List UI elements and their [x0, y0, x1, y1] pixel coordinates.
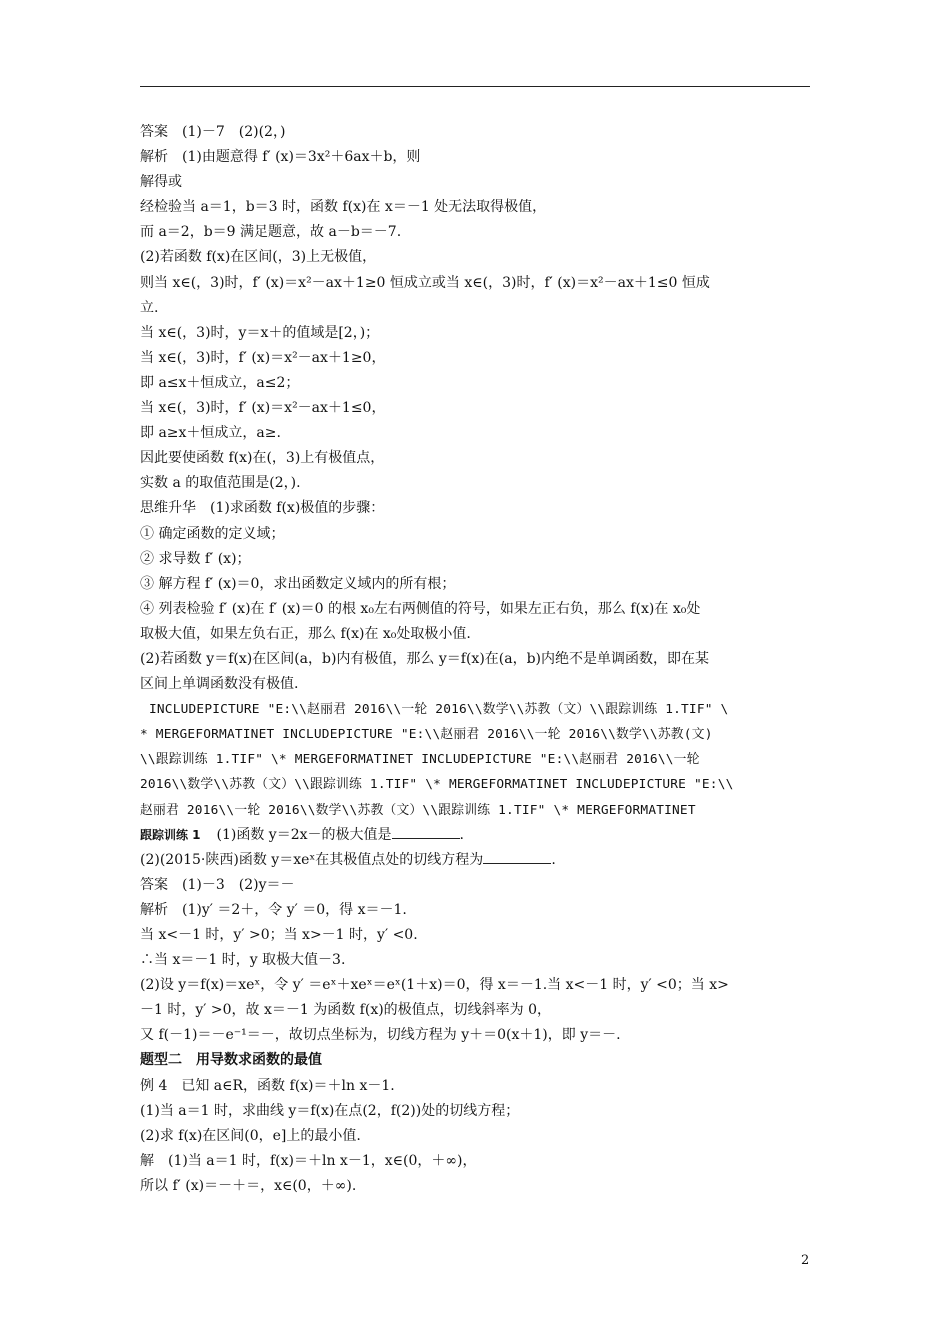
text-line: 解析 (1)y′ ＝2＋，令 y′ ＝0，得 x＝－1.: [140, 901, 407, 918]
text-line: 解 (1)当 a＝1 时，f(x)＝＋ln x－1，x∈(0，＋∞)，: [140, 1152, 477, 1169]
text-line: 经检验当 a＝1，b＝3 时，函数 f(x)在 x＝－1 处无法取得极值，: [140, 199, 547, 216]
answer-blank: [483, 849, 551, 864]
page-number: 2: [801, 1253, 810, 1268]
header-rule: [140, 86, 810, 87]
text-line: 当 x∈(，3)时，f′ (x)＝x²－ax＋1≤0，: [140, 400, 386, 417]
exercise-line: [140, 823, 812, 848]
exercise-end: .: [459, 826, 464, 843]
text-line: (2)若函数 y＝f(x)在区间(a，b)内有极值，那么 y＝f(x)在(a，b)内绝不是单调函数，即在某: [140, 650, 710, 667]
text-line: ② 求导数 f′ (x)；: [140, 550, 251, 567]
text-line: 答案 (1)－3 (2)y＝－: [140, 876, 295, 893]
text-line: 则当 x∈(，3)时，f′ (x)＝x²－ax＋1≥0 恒成立或当 x∈(，3)时，f′ (x)＝x²－ax＋1≤0 恒成: [140, 274, 710, 291]
text-line: ③ 解方程 f′ (x)＝0，求出函数定义域内的所有根；: [140, 575, 456, 592]
section-heading: 题型二 用导数求函数的最值: [140, 1052, 322, 1069]
exercise-text: (1)函数 y＝2x－的极大值是: [216, 826, 392, 843]
field-code-line: * MERGEFORMATINET INCLUDEPICTURE "E:\\赵丽君 2016\\一轮 2016\\数学\\苏教(文): [140, 727, 713, 743]
exercise-end: .: [551, 851, 556, 868]
text-line: 又 f(－1)＝－e⁻¹＝－，故切点坐标为，切线方程为 y＋＝0(x＋1)，即 y＝－.: [140, 1027, 621, 1044]
text-line: 即 a≤x＋恒成立，a≤2；: [140, 374, 300, 391]
text-line: (2)若函数 f(x)在区间(，3)上无极值，: [140, 249, 377, 266]
text-line: 而 a＝2，b＝9 满足题意，故 a－b＝－7.: [140, 224, 402, 241]
field-code-line: \\跟踪训练 1.TIF" \* MERGEFORMATINET INCLUDEPICTURE "E:\\赵丽君 2016\\一轮: [140, 752, 700, 768]
text-line: 解得或: [140, 174, 182, 191]
text-line: 因此要使函数 f(x)在(，3)上有极值点，: [140, 450, 385, 467]
text-line: ④ 列表检验 f′ (x)在 f′ (x)＝0 的根 x₀左右两侧值的符号，如果左正右负，那么 f(x)在 x₀处: [140, 600, 701, 617]
text-line: ∴当 x＝－1 时，y 取极大值－3.: [140, 952, 346, 969]
text-line: 实数 a 的取值范围是(2，).: [140, 475, 301, 492]
text-line: 区间上单调函数没有极值.: [140, 676, 299, 693]
exercise-text: (2)(2015·陕西)函数 y＝xeˣ在其极值点处的切线方程为: [140, 851, 484, 868]
text-line: 解析 (1)由题意得 f′ (x)＝3x²＋6ax＋b，则: [140, 149, 421, 166]
field-code-line: 赵丽君 2016\\一轮 2016\\数学\\苏教（文）\\跟踪训练 1.TIF" \* MERGEFORMATINET: [140, 802, 696, 818]
document-body: [140, 120, 812, 1199]
text-line: 当 x∈(，3)时，f′ (x)＝x²－ax＋1≥0，: [140, 349, 386, 366]
exercise-tag: 跟踪训练 1: [140, 827, 201, 842]
answer-blank: [392, 824, 460, 839]
text-line: 即 a≥x＋恒成立，a≥.: [140, 425, 281, 442]
text-line: (2)求 f(x)在区间(0，e]上的最小值.: [140, 1127, 361, 1144]
text-line: 所以 f′ (x)＝－＋＝，x∈(0，＋∞).: [140, 1177, 357, 1194]
text-line: ① 确定函数的定义域；: [140, 525, 285, 542]
text-line: 思维升华 (1)求函数 f(x)极值的步骤：: [140, 500, 385, 517]
text-line: 答案 (1)－7 (2)(2，): [140, 124, 286, 140]
text-line: 立.: [140, 299, 159, 316]
text-line: 例 4 已知 a∈R，函数 f(x)＝＋ln x－1.: [140, 1077, 395, 1094]
text-line: (2)设 y＝f(x)＝xeˣ，令 y′ ＝eˣ＋xeˣ＝eˣ(1＋x)＝0，得 x＝－1.当 x<－1 时，y′ <0；当 x>: [140, 977, 729, 994]
text-line: 取极大值，如果左负右正，那么 f(x)在 x₀处取极小值.: [140, 625, 471, 642]
text-line: (1)当 a＝1 时，求曲线 y＝f(x)在点(2，f(2))处的切线方程；: [140, 1102, 520, 1119]
field-code-line: INCLUDEPICTURE "E:\\赵丽君 2016\\一轮 2016\\数学\\苏教（文）\\跟踪训练 1.TIF" \: [149, 702, 729, 718]
exercise-line: [140, 848, 812, 873]
text-line: 当 x∈(，3)时，y＝x＋的值域是[2，)；: [140, 324, 380, 341]
field-code-line: 2016\\数学\\苏教（文）\\跟踪训练 1.TIF" \* MERGEFORMATINET INCLUDEPICTURE "E:\\: [140, 777, 734, 793]
text-line: －1 时，y′ >0，故 x＝－1 为函数 f(x)的极值点，切线斜率为 0，: [140, 1002, 552, 1019]
text-line: 当 x<－1 时，y′ >0；当 x>－1 时，y′ <0.: [140, 927, 418, 943]
